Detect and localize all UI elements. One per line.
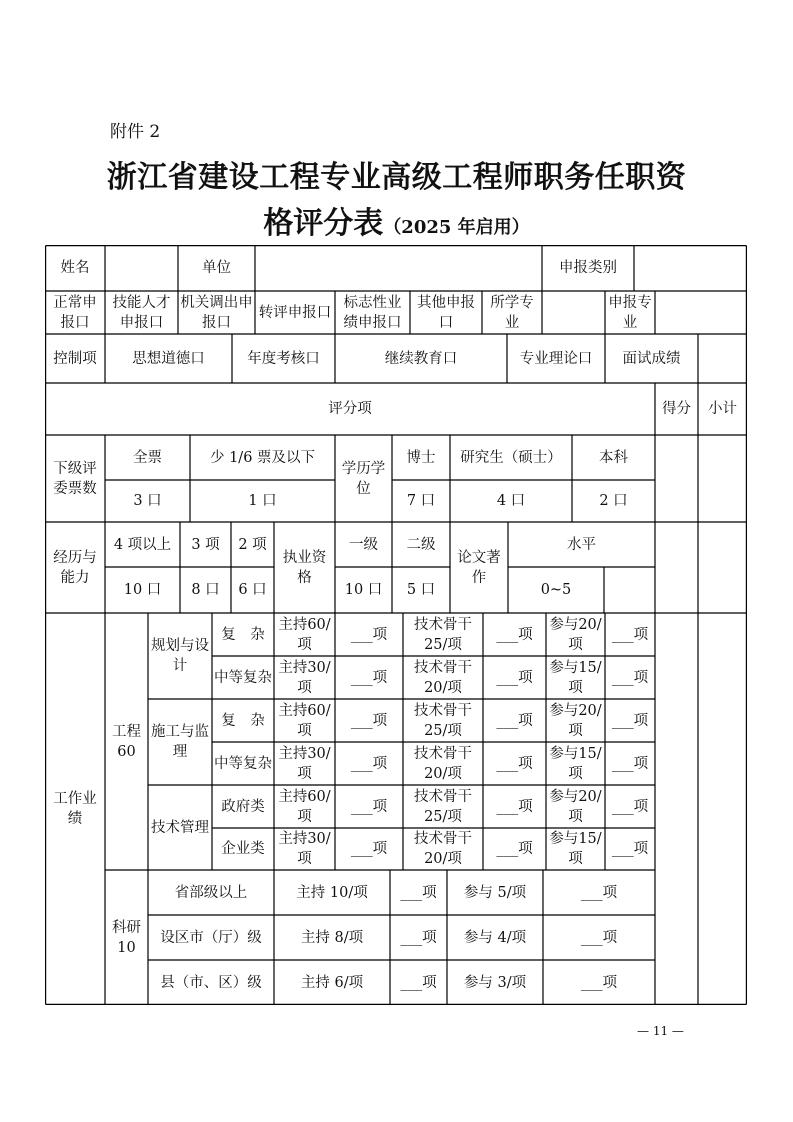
interview-score-label: 面试成绩: [622, 350, 681, 367]
research-label: 科研10: [112, 919, 141, 956]
backbone-count-field[interactable]: ___项: [496, 755, 533, 772]
other-apply-checkbox[interactable]: 其他申报口: [417, 294, 475, 331]
host-60-label: 主持60/项: [278, 702, 331, 739]
work-label: 工作业绩: [53, 791, 97, 827]
research-host-10-label: 主持 10/项: [296, 884, 368, 901]
attachment-label: 附件 2: [110, 122, 161, 142]
host-count-field[interactable]: ___项: [350, 841, 388, 857]
two-items-checkbox[interactable]: 6 口: [238, 582, 267, 598]
backbone-25-label: 技术骨干25/项: [414, 788, 472, 825]
subtotal-column-field[interactable]: [698, 435, 747, 1005]
apply-major-field[interactable]: [655, 291, 747, 334]
level1-label: 一级: [349, 536, 378, 553]
enterprise-label: 企业类: [221, 841, 265, 857]
page-number: — 11 —: [637, 1024, 684, 1038]
research-host-8-label: 主持 8/项: [300, 929, 364, 946]
votes-less-checkbox[interactable]: 1 口: [248, 493, 277, 509]
experience-label: 经历与能力: [53, 549, 97, 586]
license-label: 执业资格: [282, 549, 327, 586]
host-30-label: 主持30/项: [278, 831, 331, 867]
research-host-count-field[interactable]: ___项: [400, 929, 437, 946]
level1-checkbox[interactable]: 10 口: [344, 582, 383, 598]
backbone-25-label: 技术骨干25/项: [414, 616, 472, 653]
participate-count-field[interactable]: ___项: [611, 712, 649, 729]
participate-count-field[interactable]: ___项: [611, 755, 649, 772]
study-major-label: 所学专业: [490, 294, 534, 331]
score-column-field[interactable]: [655, 435, 698, 1005]
backbone-25-label: 技术骨干25/项: [414, 702, 472, 739]
two-items-label: 2 项: [238, 536, 267, 553]
agency-transfer-checkbox[interactable]: 机关调出申报口: [180, 294, 253, 331]
all-votes-label: 全票: [133, 449, 162, 466]
degree-label: 学历学位: [341, 460, 386, 497]
participate-count-field[interactable]: ___项: [611, 798, 649, 815]
research-host-count-field[interactable]: ___项: [400, 884, 437, 901]
participate-count-field[interactable]: ___项: [611, 626, 649, 643]
control-item-label: 控制项: [53, 350, 97, 367]
backbone-count-field[interactable]: ___项: [496, 798, 533, 815]
backbone-count-field[interactable]: ___项: [496, 626, 533, 643]
engineering-label: 工程60: [112, 723, 141, 760]
unit-label: 单位: [202, 260, 231, 276]
four-plus-checkbox[interactable]: 10 口: [123, 582, 162, 598]
province-level-label: 省部级以上: [174, 884, 248, 901]
papers-label: 论文著作: [457, 549, 501, 586]
name-field[interactable]: [105, 245, 178, 291]
papers-level-range: 0~5: [540, 582, 572, 598]
apply-category-label: 申报类别: [559, 260, 617, 276]
score-item-header: 评分项: [328, 401, 372, 417]
three-items-label: 3 项: [191, 536, 220, 553]
planning-mid-label: 中等复杂: [214, 669, 272, 686]
backbone-20-label: 技术骨干20/项: [414, 659, 472, 696]
score-table: [45, 245, 747, 1005]
unit-field[interactable]: [255, 245, 542, 291]
backbone-count-field[interactable]: ___项: [496, 841, 533, 857]
research-part-3-label: 参与 3/项: [463, 974, 527, 991]
construction-mid-label: 中等复杂: [214, 755, 272, 772]
backbone-count-field[interactable]: ___项: [496, 669, 533, 686]
backbone-20-label: 技术骨干20/项: [414, 745, 472, 782]
participate-20-label: 参与20/项: [549, 616, 602, 653]
host-60-label: 主持60/项: [278, 616, 331, 653]
host-count-field[interactable]: ___项: [350, 755, 388, 772]
form-title-line2: [0, 198, 793, 242]
government-label: 政府类: [221, 798, 265, 815]
participate-20-label: 参与20/项: [549, 702, 602, 739]
score-header: 得分: [662, 401, 691, 417]
cont-edu-checkbox[interactable]: 继续教育口: [384, 350, 458, 367]
doctor-checkbox[interactable]: 7 口: [406, 493, 436, 509]
research-host-count-field[interactable]: ___项: [400, 974, 437, 991]
landmark-checkbox[interactable]: 标志性业绩申报口: [343, 294, 402, 331]
theory-checkbox[interactable]: 专业理论口: [519, 350, 593, 367]
county-level-label: 县（市、区）级: [160, 974, 262, 991]
doctor-label: 博士: [406, 449, 436, 466]
apply-major-label: 申报专业: [608, 294, 652, 331]
participate-count-field[interactable]: ___项: [611, 841, 649, 857]
master-checkbox[interactable]: 4 口: [496, 493, 526, 509]
level2-label: 二级: [406, 536, 436, 553]
research-part-count-field[interactable]: ___项: [580, 929, 618, 946]
annual-exam-checkbox[interactable]: 年度考核口: [247, 350, 320, 367]
city-level-label: 设区市（厅）级: [160, 929, 262, 946]
host-30-label: 主持30/项: [278, 659, 331, 696]
skill-talent-checkbox[interactable]: 技能人才申报口: [112, 294, 171, 331]
backbone-count-field[interactable]: ___项: [496, 712, 533, 729]
tech-mgmt-label: 技术管理: [151, 819, 209, 836]
transfer-eval-checkbox[interactable]: 转评申报口: [258, 304, 332, 321]
participate-count-field[interactable]: ___项: [611, 669, 649, 686]
three-items-checkbox[interactable]: 8 口: [191, 582, 220, 598]
participate-20-label: 参与20/项: [549, 788, 602, 825]
bachelor-checkbox[interactable]: 2 口: [599, 493, 628, 509]
research-part-count-field[interactable]: ___项: [580, 884, 618, 901]
planning-complex-label: 复 杂: [221, 626, 265, 643]
interview-score-field[interactable]: [698, 334, 747, 383]
master-label: 研究生（硕士）: [460, 449, 562, 466]
host-count-field[interactable]: ___项: [350, 669, 388, 686]
backbone-20-label: 技术骨干20/项: [414, 831, 472, 867]
apply-category-field[interactable]: [634, 245, 747, 291]
papers-level-label: 水平: [567, 536, 596, 553]
form-title-year: （2025 年启用）: [383, 217, 530, 238]
research-part-5-label: 参与 5/项: [463, 884, 527, 901]
form-title-main: 格评分表: [263, 206, 384, 241]
participate-15-label: 参与15/项: [549, 831, 602, 867]
participate-15-label: 参与15/项: [549, 659, 602, 696]
ideology-checkbox[interactable]: 思想道德口: [132, 350, 205, 367]
host-30-label: 主持30/项: [278, 745, 331, 782]
participate-15-label: 参与15/项: [549, 745, 602, 782]
level2-checkbox[interactable]: 5 口: [406, 582, 436, 598]
subtotal-header: 小计: [708, 401, 737, 417]
construction-label: 施工与监理: [151, 724, 209, 760]
bachelor-label: 本科: [599, 449, 628, 466]
study-major-field[interactable]: [542, 291, 605, 334]
planning-label: 规划与设计: [151, 638, 209, 674]
host-count-field[interactable]: ___项: [350, 712, 388, 729]
research-part-count-field[interactable]: ___项: [580, 974, 618, 991]
votes-all-checkbox[interactable]: 3 口: [133, 493, 162, 509]
host-count-field[interactable]: ___项: [350, 798, 388, 815]
name-label: 姓名: [60, 260, 90, 276]
votes-label: 下级评委票数: [53, 460, 97, 497]
host-count-field[interactable]: ___项: [350, 626, 388, 643]
host-60-label: 主持60/项: [278, 788, 331, 825]
normal-apply-checkbox[interactable]: 正常申报口: [53, 294, 97, 331]
four-plus-label: 4 项以上: [113, 536, 172, 553]
construction-complex-label: 复 杂: [221, 712, 265, 729]
form-title-line1: 浙江省建设工程专业高级工程师职务任职资: [106, 160, 687, 195]
papers-level-field[interactable]: [604, 567, 655, 613]
research-host-6-label: 主持 6/项: [300, 974, 364, 991]
less-votes-label: 少 1/6 票及以下: [209, 449, 316, 466]
research-part-4-label: 参与 4/项: [463, 929, 527, 946]
